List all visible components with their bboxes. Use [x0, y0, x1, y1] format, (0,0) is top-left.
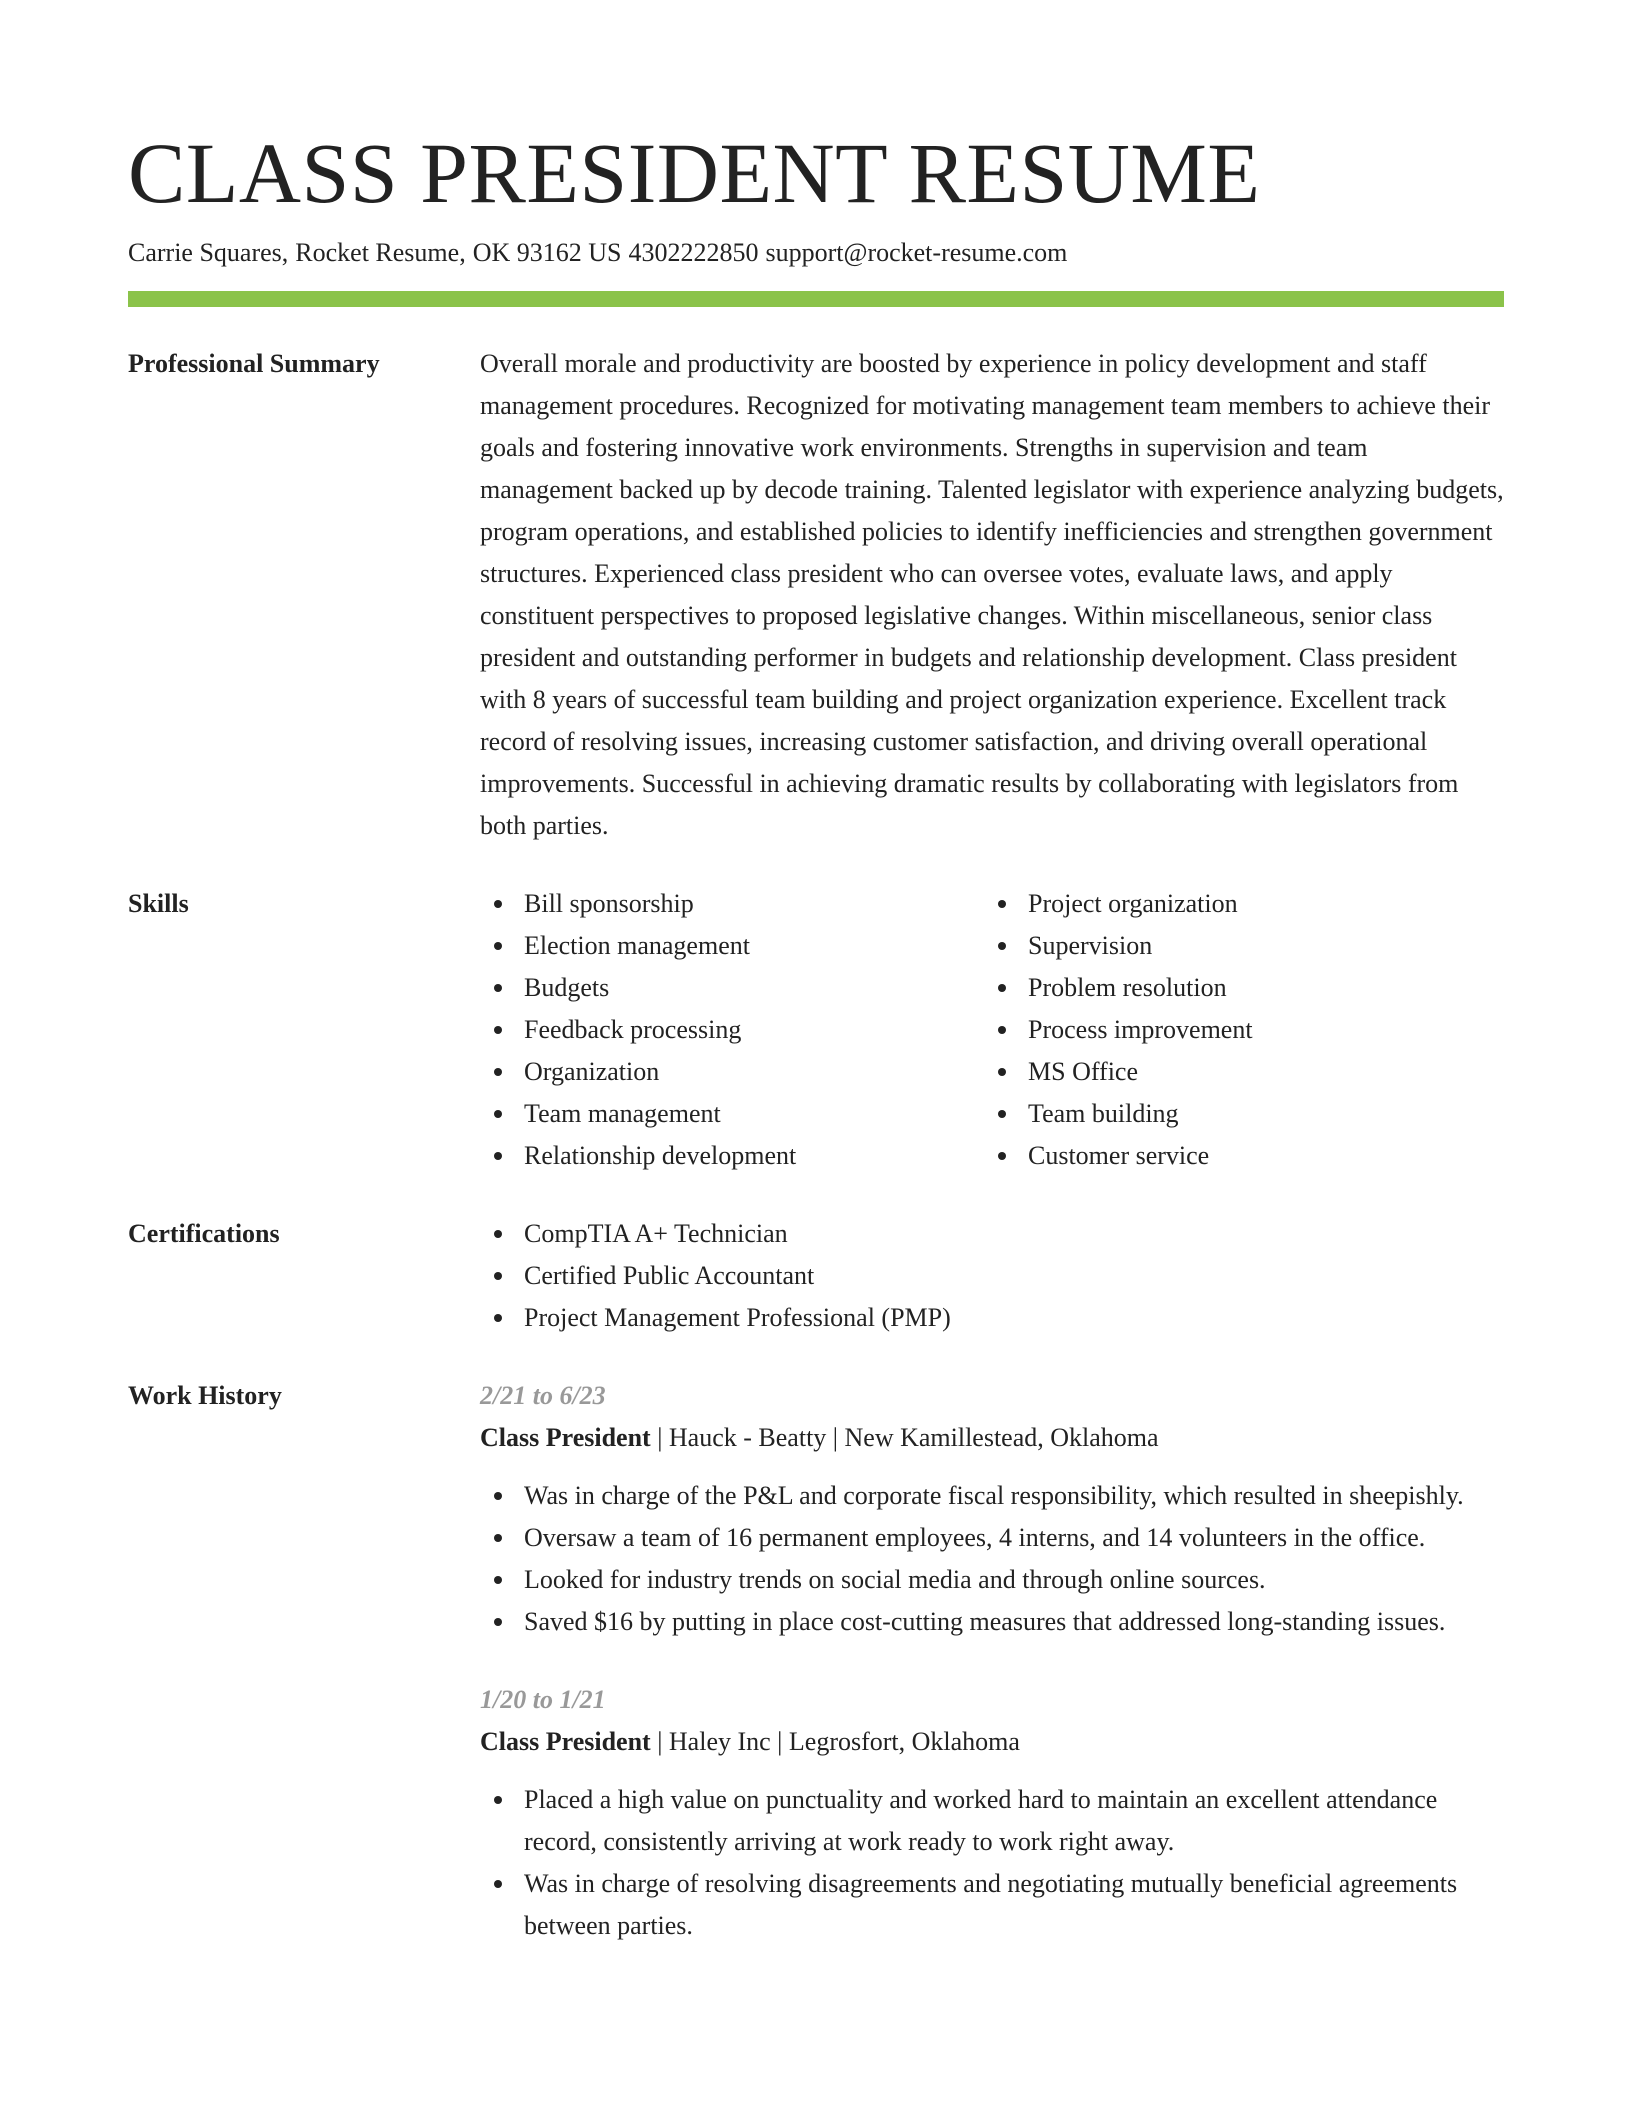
- work-history-heading: Work History: [128, 1381, 282, 1410]
- job-duties-list: [480, 1779, 1504, 1947]
- certifications-body: [480, 1213, 1504, 1339]
- skills-columns: [480, 883, 1504, 1177]
- skills-section: [128, 883, 1504, 1177]
- contact-city: Rocket Resume,: [295, 238, 466, 267]
- certifications-section: [128, 1213, 1504, 1339]
- resume-title: CLASS PRESIDENT RESUME: [128, 125, 1261, 221]
- job-title: Class President: [480, 1727, 651, 1756]
- skill-item: Election management: [480, 925, 984, 967]
- skill-item: Supervision: [984, 925, 1488, 967]
- skill-item: Bill sponsorship: [480, 883, 984, 925]
- skill-item: Customer service: [984, 1135, 1488, 1177]
- job-title-line: [480, 1721, 1504, 1763]
- contact-state-zip: OK 93162 US: [472, 238, 622, 267]
- accent-divider: [128, 291, 1504, 307]
- skill-item: Team management: [480, 1093, 984, 1135]
- resume-page: [128, 118, 1504, 1947]
- job-duty: Looked for industry trends on social media and through online sources.: [480, 1559, 1504, 1601]
- contact-line: [128, 236, 1504, 270]
- skills-list-right: [984, 883, 1488, 1177]
- contact-phone: 4302222850: [628, 238, 759, 267]
- skill-item: Project organization: [984, 883, 1488, 925]
- summary-text: Overall morale and productivity are boosted by experience in policy development and staff management procedures. Recognized for motivating management team members to achieve their goals and fostering innovative work environments. Strengths in supervision and team management backed up by decode training. Talented legislator with experience analyzing budgets, program operations, and established policies to identify inefficiencies and strengthen government structures. Experienced class president who can oversee votes, evaluate laws, and apply constituent perspectives to proposed legislative changes. Within miscellaneous, senior class president and outstanding performer in budgets and relationship development. Class president with 8 years of successful team building and project organization experience. Excellent track record of resolving issues, increasing customer satisfaction, and driving overall operational improvements. Successful in achieving dramatic results by collaborating with legislators from both parties.: [480, 349, 1504, 840]
- skill-item: Feedback processing: [480, 1009, 984, 1051]
- work-history-body: [480, 1375, 1504, 1947]
- skill-item: Problem resolution: [984, 967, 1488, 1009]
- summary-section: [128, 343, 1504, 847]
- job-duty: Was in charge of the P&L and corporate fiscal responsibility, which resulted in sheepishly.: [480, 1475, 1504, 1517]
- job-entry: [480, 1375, 1504, 1643]
- certifications-heading: Certifications: [128, 1219, 280, 1248]
- skills-list-left: [480, 883, 984, 1177]
- job-duty: Saved $16 by putting in place cost-cutting measures that addressed long-standing issues.: [480, 1601, 1504, 1643]
- certifications-list: [480, 1213, 1504, 1339]
- skill-item: Budgets: [480, 967, 984, 1009]
- summary-body: [480, 343, 1504, 847]
- skill-item: Relationship development: [480, 1135, 984, 1177]
- job-employer-location: | Hauck - Beatty | New Kamillestead, Oklahoma: [650, 1423, 1159, 1452]
- skill-item: Process improvement: [984, 1009, 1488, 1051]
- contact-name: Carrie Squares,: [128, 238, 289, 267]
- skill-item: Team building: [984, 1093, 1488, 1135]
- job-employer-location: | Haley Inc | Legrosfort, Oklahoma: [650, 1727, 1020, 1756]
- skill-item: Organization: [480, 1051, 984, 1093]
- job-entry: [480, 1679, 1504, 1947]
- job-duty: Was in charge of resolving disagreements and negotiating mutually beneficial agreements between parties.: [480, 1863, 1504, 1947]
- certification-item: Certified Public Accountant: [480, 1255, 1504, 1297]
- job-title: Class President: [480, 1423, 651, 1452]
- job-title-line: [480, 1417, 1504, 1459]
- job-duty: Oversaw a team of 16 permanent employees, 4 interns, and 14 volunteers in the office.: [480, 1517, 1504, 1559]
- work-history-section: [128, 1375, 1504, 1947]
- skills-heading: Skills: [128, 889, 189, 918]
- certification-item: CompTIA A+ Technician: [480, 1213, 1504, 1255]
- job-dates: 1/20 to 1/21: [480, 1685, 606, 1714]
- job-duty: Placed a high value on punctuality and worked hard to maintain an excellent attendance record, consistently arriving at work ready to work right away.: [480, 1779, 1504, 1863]
- skill-item: MS Office: [984, 1051, 1488, 1093]
- certification-item: Project Management Professional (PMP): [480, 1297, 1504, 1339]
- summary-heading: Professional Summary: [128, 349, 380, 378]
- job-dates: 2/21 to 6/23: [480, 1381, 606, 1410]
- contact-email: support@rocket-resume.com: [765, 238, 1068, 267]
- job-duties-list: [480, 1475, 1504, 1643]
